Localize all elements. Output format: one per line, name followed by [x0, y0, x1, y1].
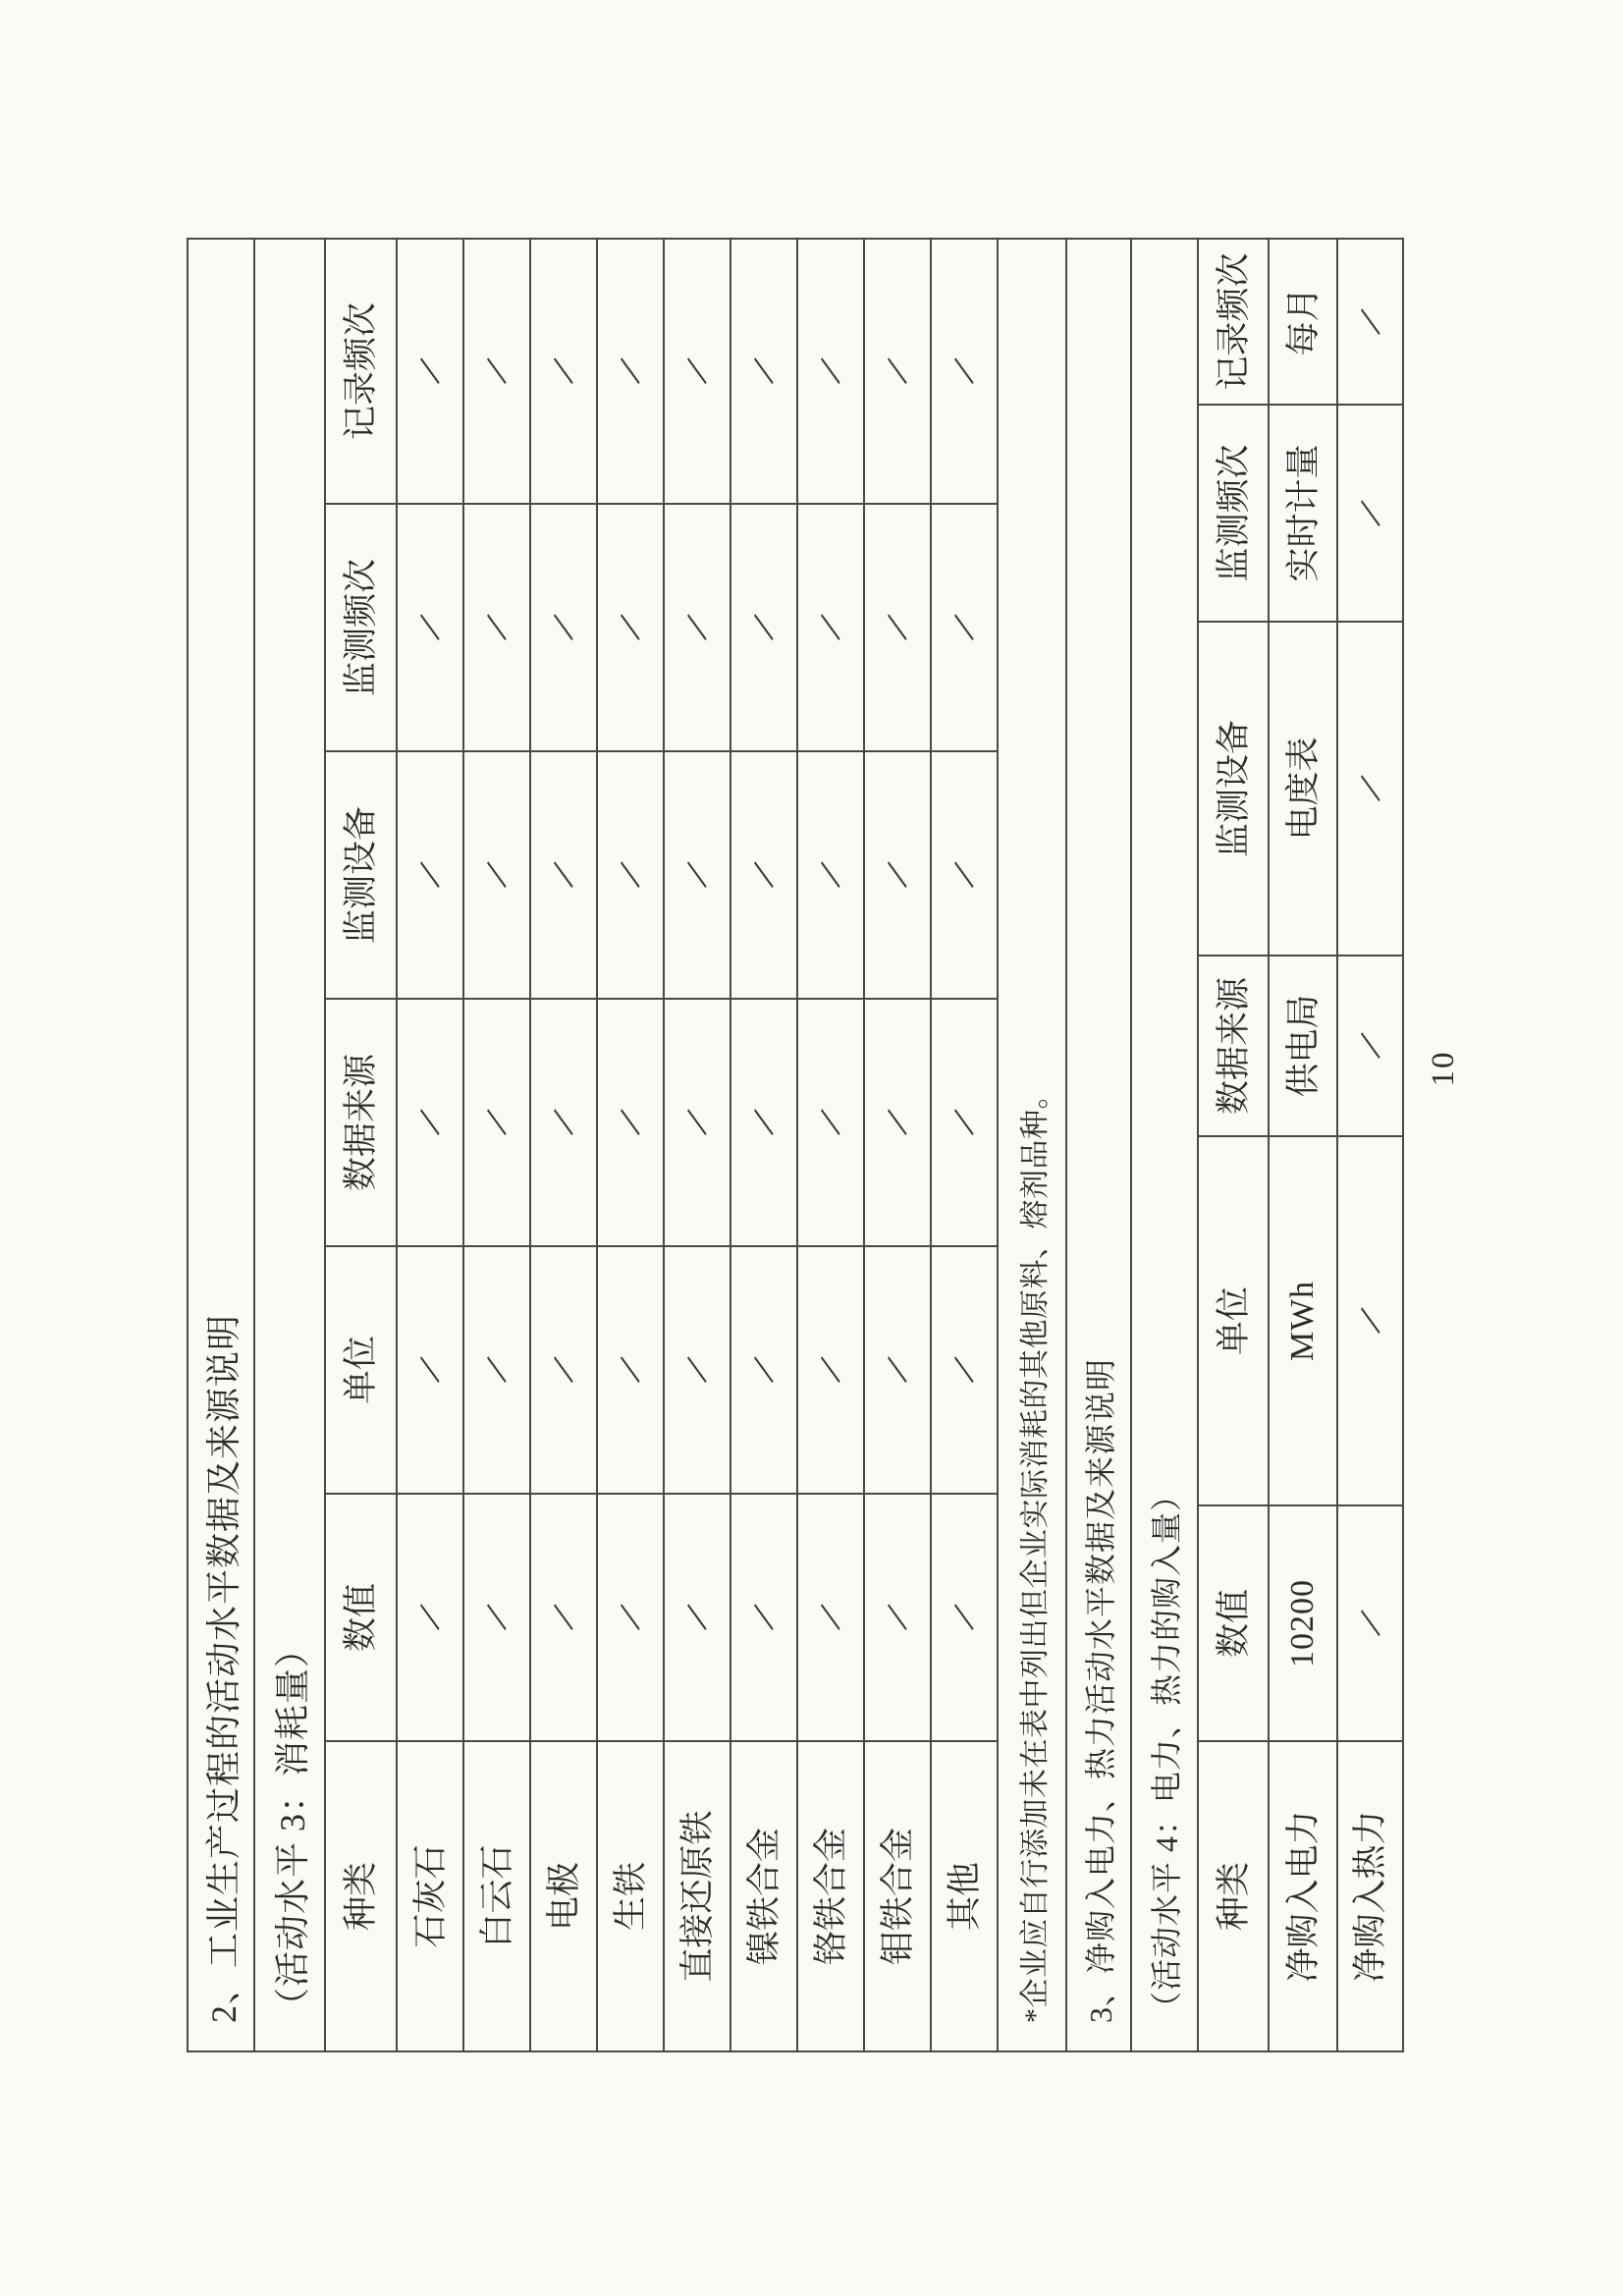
table2-cell-text: 供电局 — [1283, 994, 1323, 1098]
table1-row-label-text: 生铁 — [611, 1862, 650, 1932]
table2-cell-text: / — [1346, 1026, 1393, 1065]
section2-subtitle-text: （活动水平 3：消耗量） — [272, 1630, 312, 2023]
table2-header-5 — [1199, 404, 1270, 621]
table1-cell-text: / — [941, 855, 988, 894]
activity-level-4-purchase-table — [1199, 240, 1402, 2050]
table1-cell-text: / — [674, 1350, 721, 1389]
table1-row-label-text: 石灰石 — [410, 1844, 450, 1948]
table1-cell — [531, 1493, 598, 1740]
table1-header-4-text: 监测设备 — [342, 806, 380, 945]
table2-cell — [1338, 955, 1402, 1135]
table1-cell-text: / — [607, 1103, 654, 1141]
table1-cell-text: / — [941, 1350, 988, 1389]
table1-cell-text: / — [941, 1103, 988, 1141]
table2-header-4 — [1199, 621, 1270, 955]
table1-cell-text: / — [874, 608, 921, 646]
table1-cell-text: / — [874, 1103, 921, 1141]
table2-header-3-text: 数据来源 — [1214, 977, 1253, 1116]
table1-cell — [932, 998, 999, 1245]
table1-cell — [531, 750, 598, 998]
table1-cell-text: / — [807, 1350, 854, 1389]
table1-cell-text: / — [740, 1598, 787, 1636]
table1-cell — [932, 1245, 999, 1493]
table1-row-label — [798, 1740, 865, 2050]
table2-cell — [1270, 955, 1338, 1135]
table1-cell-text: / — [540, 608, 587, 646]
table1-cell-text: / — [473, 1103, 520, 1141]
table1-cell — [865, 240, 932, 503]
table2-row-label — [1270, 1740, 1338, 2050]
table1-cell-text: / — [540, 1103, 587, 1141]
table2-cell-text: / — [1346, 1604, 1393, 1642]
table1-cell — [731, 998, 798, 1245]
table1-cell-text: / — [607, 1598, 654, 1636]
table1-row-label-text: 直接还原铁 — [677, 1810, 717, 1983]
table2-cell-text: / — [1346, 769, 1393, 807]
table1-cell-text: / — [674, 608, 721, 646]
table1-cell — [865, 998, 932, 1245]
table1-row-label-text: 白云石 — [477, 1844, 516, 1948]
table1-cell — [598, 240, 665, 503]
table1-header-5 — [326, 503, 398, 750]
table1-cell-text: / — [607, 855, 654, 894]
table1-cell-text: / — [874, 855, 921, 894]
table2-cell — [1338, 1504, 1402, 1740]
table2-cell — [1270, 1135, 1338, 1504]
table1-header-6-text: 记录频次 — [342, 302, 380, 441]
table1-cell-text: / — [406, 1350, 454, 1389]
table2-cell-text: 每月 — [1283, 287, 1323, 356]
table1-cell-text: / — [473, 1598, 520, 1636]
table2-header-0 — [1199, 1740, 1270, 2050]
table1-cell — [464, 503, 531, 750]
table1-cell — [464, 998, 531, 1245]
table2-cell — [1338, 1135, 1402, 1504]
table1-cell — [731, 1493, 798, 1740]
table1-cell-text: / — [807, 608, 854, 646]
table1-cell — [798, 240, 865, 503]
table1-header-4 — [326, 750, 398, 998]
table1-cell-text: / — [941, 352, 988, 390]
page-number-text: 10 — [1426, 1050, 1461, 1087]
table1-cell-text: / — [740, 855, 787, 894]
section2-title-text: 2、工业生产过程的活动水平数据及来源说明 — [203, 1313, 243, 2023]
table1-cell-text: / — [540, 352, 587, 390]
table1-cell — [665, 503, 731, 750]
table1-cell — [865, 1245, 932, 1493]
table1-cell-text: / — [406, 855, 454, 894]
table1-cell — [464, 1493, 531, 1740]
table1-row-label-text: 电极 — [544, 1862, 583, 1932]
table1-cell-text: / — [674, 855, 721, 894]
table1-cell — [398, 1245, 464, 1493]
table1-cell — [531, 1245, 598, 1493]
table1-header-3 — [326, 998, 398, 1245]
table1-row-label — [865, 1740, 932, 2050]
table1-cell-text: / — [473, 855, 520, 894]
table1-cell-text: / — [607, 1350, 654, 1389]
table1-cell — [398, 1493, 464, 1740]
table1-cell — [798, 1245, 865, 1493]
table2-cell-text: / — [1346, 302, 1393, 341]
table1-row-label-text: 钼铁合金 — [878, 1828, 917, 1966]
table1-cell — [598, 998, 665, 1245]
table1-cell-text: / — [674, 352, 721, 390]
table1-row-label-text: 镍铁合金 — [744, 1828, 784, 1966]
table1-cell-text: / — [674, 1103, 721, 1141]
table1-cell-text: / — [406, 608, 454, 646]
table1-cell-text: / — [740, 1103, 787, 1141]
table1-cell-text: / — [740, 352, 787, 390]
table2-cell-text: / — [1346, 1301, 1393, 1339]
table1-cell — [464, 1245, 531, 1493]
table1-cell — [598, 1493, 665, 1740]
table1-header-6 — [326, 240, 398, 503]
table2-cell-text: 电度表 — [1283, 737, 1323, 841]
table2-header-6-text: 记录频次 — [1214, 252, 1253, 391]
table2-row-label-text: 净购入热力 — [1351, 1810, 1389, 1983]
table1-cell — [665, 240, 731, 503]
section2-title — [189, 240, 255, 2050]
table1-cell — [665, 1245, 731, 1493]
table1-cell-text: / — [874, 352, 921, 390]
activity-level-3-consumption-table — [326, 240, 999, 2050]
table1-cell — [731, 750, 798, 998]
table1-header-5-text: 监测频次 — [342, 559, 380, 697]
table1-cell-text: / — [473, 1350, 520, 1389]
table1-cell-text: / — [874, 1350, 921, 1389]
table1-cell — [531, 240, 598, 503]
table1-cell — [598, 750, 665, 998]
section3-subtitle — [1132, 240, 1199, 2050]
table1-cell — [932, 1493, 999, 1740]
table1-row-label — [531, 1740, 598, 2050]
table2-header-2-text: 单位 — [1214, 1286, 1253, 1356]
table1-row-label — [932, 1740, 999, 2050]
table-footnote — [999, 240, 1067, 2050]
table2-header-5-text: 监测频次 — [1214, 444, 1253, 582]
table1-cell-text: / — [740, 608, 787, 646]
table1-row-label-text: 其他 — [945, 1862, 984, 1932]
table1-cell — [398, 503, 464, 750]
table1-cell-text: / — [540, 1350, 587, 1389]
table1-cell-text: / — [540, 1598, 587, 1636]
table1-cell — [464, 750, 531, 998]
table1-cell — [798, 503, 865, 750]
table1-cell — [865, 750, 932, 998]
table2-row-label — [1338, 1740, 1402, 2050]
table2-header-6 — [1199, 240, 1270, 404]
table2-cell-text: MWh — [1284, 1280, 1321, 1362]
table1-cell-text: / — [807, 352, 854, 390]
table1-cell — [598, 503, 665, 750]
table2-cell — [1270, 1504, 1338, 1740]
table1-header-1-text: 数值 — [342, 1583, 380, 1653]
table1-cell — [665, 1493, 731, 1740]
table1-cell-text: / — [473, 352, 520, 390]
table2-cell-text: 实时计量 — [1283, 444, 1323, 582]
table1-cell-text: / — [607, 352, 654, 390]
table1-cell-text: / — [406, 1598, 454, 1636]
section2-subtitle — [255, 240, 326, 2050]
table1-row-label — [464, 1740, 531, 2050]
table1-cell — [731, 503, 798, 750]
table1-cell-text: / — [607, 608, 654, 646]
table2-cell — [1270, 621, 1338, 955]
table2-cell — [1338, 404, 1402, 621]
table1-header-2 — [326, 1245, 398, 1493]
table1-cell — [731, 240, 798, 503]
table1-cell-text: / — [406, 352, 454, 390]
table1-cell — [598, 1245, 665, 1493]
content-frame — [187, 238, 1404, 2052]
table1-cell-text: / — [740, 1350, 787, 1389]
table1-cell — [398, 998, 464, 1245]
table1-cell-text: / — [941, 608, 988, 646]
table1-header-1 — [326, 1493, 398, 1740]
table2-cell — [1338, 240, 1402, 404]
table1-cell-text: / — [473, 608, 520, 646]
table1-cell — [932, 240, 999, 503]
table2-header-3 — [1199, 955, 1270, 1135]
table2-row-label-text: 净购入电力 — [1283, 1810, 1323, 1983]
table1-cell — [932, 503, 999, 750]
table1-cell — [865, 503, 932, 750]
table-footnote-text: *企业应自行添加未在表中列出但企业实际消耗的其他原料、熔剂品种。 — [1019, 1079, 1052, 2023]
table1-header-3-text: 数据来源 — [342, 1054, 380, 1192]
table1-cell-text: / — [807, 1103, 854, 1141]
table1-cell-text: / — [406, 1103, 454, 1141]
table1-header-0 — [326, 1740, 398, 2050]
table1-row-label-text: 铬铁合金 — [811, 1828, 850, 1966]
table2-header-0-text: 种类 — [1214, 1862, 1253, 1932]
table1-cell — [665, 998, 731, 1245]
table2-header-1-text: 数值 — [1214, 1589, 1253, 1659]
table1-header-0-text: 种类 — [342, 1862, 380, 1932]
page-number — [1426, 1024, 1462, 1113]
table1-cell — [464, 240, 531, 503]
table1-row-label — [665, 1740, 731, 2050]
table1-cell-text: / — [540, 855, 587, 894]
table1-cell-text: / — [674, 1598, 721, 1636]
table2-cell — [1270, 404, 1338, 621]
table1-cell-text: / — [874, 1598, 921, 1636]
table1-cell-text: / — [941, 1598, 988, 1636]
table1-cell — [865, 1493, 932, 1740]
table2-header-1 — [1199, 1504, 1270, 1740]
table1-row-label — [731, 1740, 798, 2050]
section3-title — [1067, 240, 1132, 2050]
section3-subtitle-text: （活动水平 4：电力、热力的购入量） — [1149, 1478, 1184, 2023]
table1-cell — [798, 998, 865, 1245]
table2-cell-text: / — [1346, 494, 1393, 532]
table2-cell — [1338, 621, 1402, 955]
table1-cell — [798, 1493, 865, 1740]
table1-cell-text: / — [807, 1598, 854, 1636]
table2-header-2 — [1199, 1135, 1270, 1504]
table2-cell-text: 10200 — [1284, 1579, 1321, 1667]
table1-row-label — [398, 1740, 464, 2050]
table1-cell — [531, 503, 598, 750]
table2-cell — [1270, 240, 1338, 404]
table1-cell — [798, 750, 865, 998]
table1-row-label — [598, 1740, 665, 2050]
table1-cell — [398, 750, 464, 998]
table1-cell — [398, 240, 464, 503]
table2-header-4-text: 监测设备 — [1214, 720, 1253, 858]
section3-title-text: 3、净购入电力、热力活动水平数据及来源说明 — [1083, 1357, 1118, 2023]
table1-header-2-text: 单位 — [342, 1336, 380, 1405]
table1-cell — [531, 998, 598, 1245]
table1-cell — [731, 1245, 798, 1493]
table1-cell-text: / — [807, 855, 854, 894]
table1-cell — [665, 750, 731, 998]
table1-cell — [932, 750, 999, 998]
